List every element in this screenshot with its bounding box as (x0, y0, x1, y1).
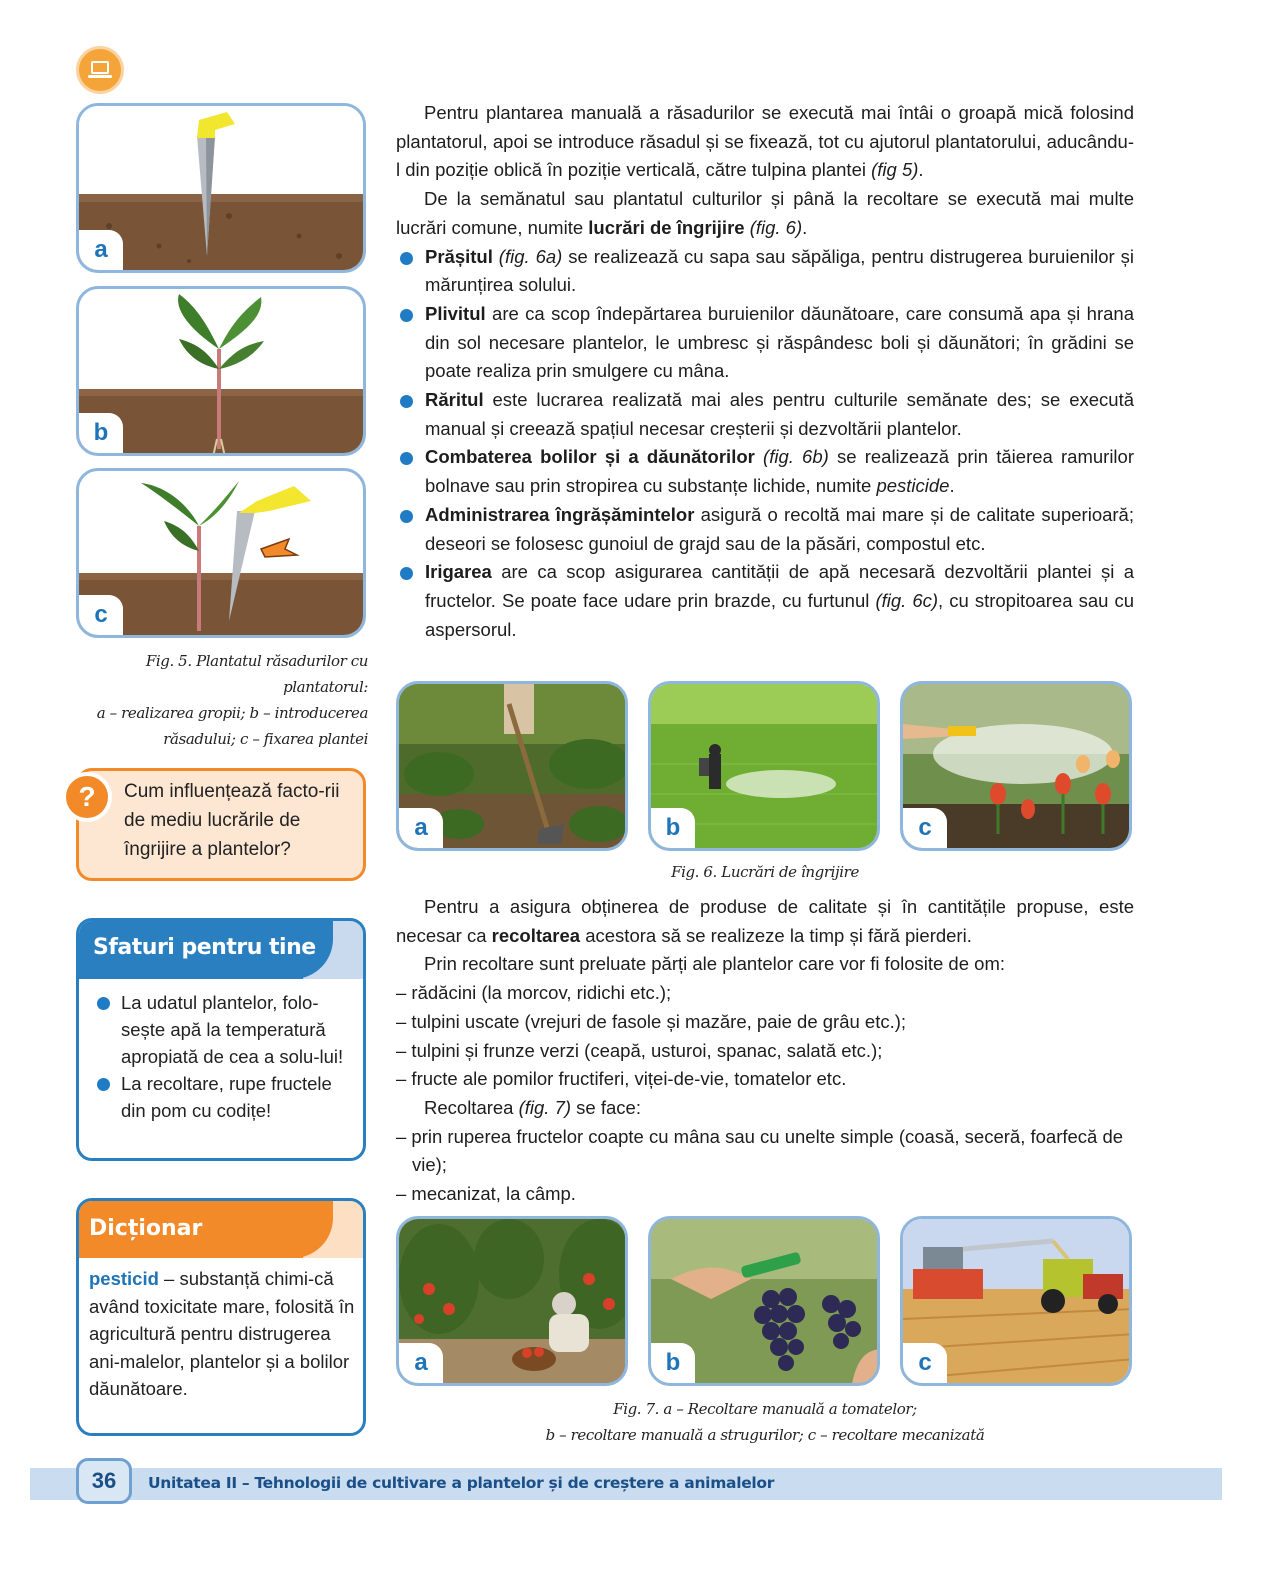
laptop-icon (76, 46, 124, 94)
tips-title: Sfaturi pentru tine (93, 935, 316, 960)
footer-unit-title: Unitatea II – Tehnologii de cultivare a plantelor și de creștere a animalelor (148, 1474, 775, 1492)
care-bullet-fertilizing: Administrarea îngrășămintelor asigură o recoltă mai mare și de calitate superioară; deseori se folosesc gunoiul de grajd sau de la păsări, compostul etc. (396, 501, 1134, 558)
list-item: – tulpini uscate (vrejuri de fasole și mazăre, paie de grâu etc.); (396, 1010, 907, 1032)
dictionary-term: pesticid (89, 1268, 159, 1289)
fig7-caption-line: b – recoltare manuală a strugurilor; c – recoltare mecanizată (545, 1426, 985, 1444)
fig5-panel-c (76, 468, 366, 638)
care-bullet-pest-control: Combaterea bolilor și a dăunătorilor (fig. 6b) se realizează prin tăierea ramurilor bolnave sau prin stropirea cu substanțe lichide, numite pesticide. (396, 443, 1134, 500)
fig7-panel-c (900, 1216, 1132, 1386)
list-item: – rădăcini (la morcov, ridichi etc.); (396, 982, 672, 1004)
question-icon: ? (62, 772, 112, 822)
list-item: – prin ruperea fructelor coapte cu mâna sau cu unelte simple (coasă, seceră, foarfecă de vie); (396, 1125, 1124, 1176)
care-bullet-weeding: Plivitul are ca scop îndepărtarea buruienilor dăunătoare, care consumă apa și hrana din sol necesare plantelor, le umbresc și răspândesc boli și dăunători; în grădini se poate realiza prin smulgere cu mâna. (396, 300, 1134, 386)
fig6-label-c: c (903, 808, 947, 848)
fig6-panel-a (396, 681, 628, 851)
fig5-caption-line: Fig. 5. Plantatul răsadurilor cu plantatorul: (145, 652, 368, 696)
page-number: 36 (76, 1458, 132, 1504)
fig7-label-b: b (651, 1343, 695, 1383)
tips-item: La udatul plantelor, folo-sește apă la temperatură apropiată de cea a solu-lui! (93, 989, 358, 1070)
care-bullet-irrigation: Irigarea are ca scop asigurarea cantității de apă necesară dezvoltării plantei și a fructelor. Se poate face udare prin brazde, cu furtunul (fig. 6c), cu stropitoarea sau cu aspersorul. (396, 558, 1134, 644)
list-item: – tulpini și frunze verzi (ceapă, usturoi, spanac, salată etc.); (396, 1039, 883, 1061)
fig7-panel-b (648, 1216, 880, 1386)
care-bullet-thinning: Răritul este lucrarea realizată mai ales pentru culturile semănate des; se execută manual și creează spațiul necesar creșterii și dezvoltării plantelor. (396, 386, 1134, 443)
fig7-panel-a (396, 1216, 628, 1386)
fig5-label-b: b (79, 413, 123, 453)
tips-box (76, 918, 366, 1161)
dictionary-entry (89, 1265, 355, 1403)
fig5-label-a: a (79, 230, 123, 270)
fig6-label-a: a (399, 808, 443, 848)
harvest-text (396, 893, 1134, 1209)
fig7-label-a: a (399, 1343, 443, 1383)
fig6-panel-b (648, 681, 880, 851)
fig7-caption (396, 1396, 1134, 1448)
fig5-panel-a (76, 103, 366, 273)
paragraph: De la semănatul sau plantatul culturilor și până la recoltare se execută mai multe lucrări comune, numite lucrări de îngrijire (fig. 6). (396, 188, 1134, 238)
fig6-caption: Fig. 6. Lucrări de îngrijire (671, 863, 859, 881)
fig6-panel-c (900, 681, 1132, 851)
paragraph: Recoltarea (fig. 7) se face: (424, 1096, 641, 1118)
dictionary-title: Dicționar (89, 1216, 203, 1241)
fig5-caption-line: răsadului; c – fixarea plantei (163, 730, 368, 748)
paragraph: Prin recoltare sunt preluate părți ale plantelor care vor fi folosite de om: (424, 953, 1005, 975)
fig5-caption (76, 648, 368, 752)
list-item: – mecanizat, la câmp. (396, 1183, 576, 1205)
list-item: – fructe ale pomilor fructiferi, viței-de-vie, tomatelor etc. (396, 1068, 847, 1090)
paragraph: Pentru plantarea manuală a răsadurilor se execută mai întâi o groapă mică folosind plantatorul, apoi se introduce răsadul și se fixează, tot cu ajutorul plantatorului, aducându-l din poziție oblică în poziție verticală, către tulpina plantei (fig 5). (396, 102, 1134, 181)
fig5-panel-b (76, 286, 366, 456)
fig5-label-c: c (79, 595, 123, 635)
care-bullet-hoeing: Prășitul (fig. 6a) se realizează cu sapa sau săpăliga, pentru distrugerea buruienilor și mărunțirea solului. (396, 243, 1134, 300)
fig6-label-b: b (651, 808, 695, 848)
paragraph: Pentru a asigura obținerea de produse de calitate și în cantitățile propuse, este necesar ca recoltarea acestora să se realizeze la timp și fără pierderi. (396, 896, 1134, 946)
fig7-label-c: c (903, 1343, 947, 1383)
fig5-caption-line: a – realizarea gropii; b – introducerea (96, 704, 368, 722)
dictionary-box (76, 1198, 366, 1436)
main-text (396, 99, 1134, 644)
fig7-caption-line: Fig. 7. a – Recoltare manuală a tomatelor; (613, 1400, 917, 1418)
question-text: Cum influențează facto-rii de mediu lucrările de îngrijire a plantelor? (124, 781, 340, 860)
tips-item: La recoltare, rupe fructele din pom cu codițe! (93, 1070, 358, 1124)
dictionary-definition: – substanță chimi-că având toxicitate mare, folosită în agricultură pentru distrugerea ani-malelor, plantelor și a bolilor dăunătoare. (89, 1268, 355, 1399)
tips-list (93, 989, 358, 1124)
